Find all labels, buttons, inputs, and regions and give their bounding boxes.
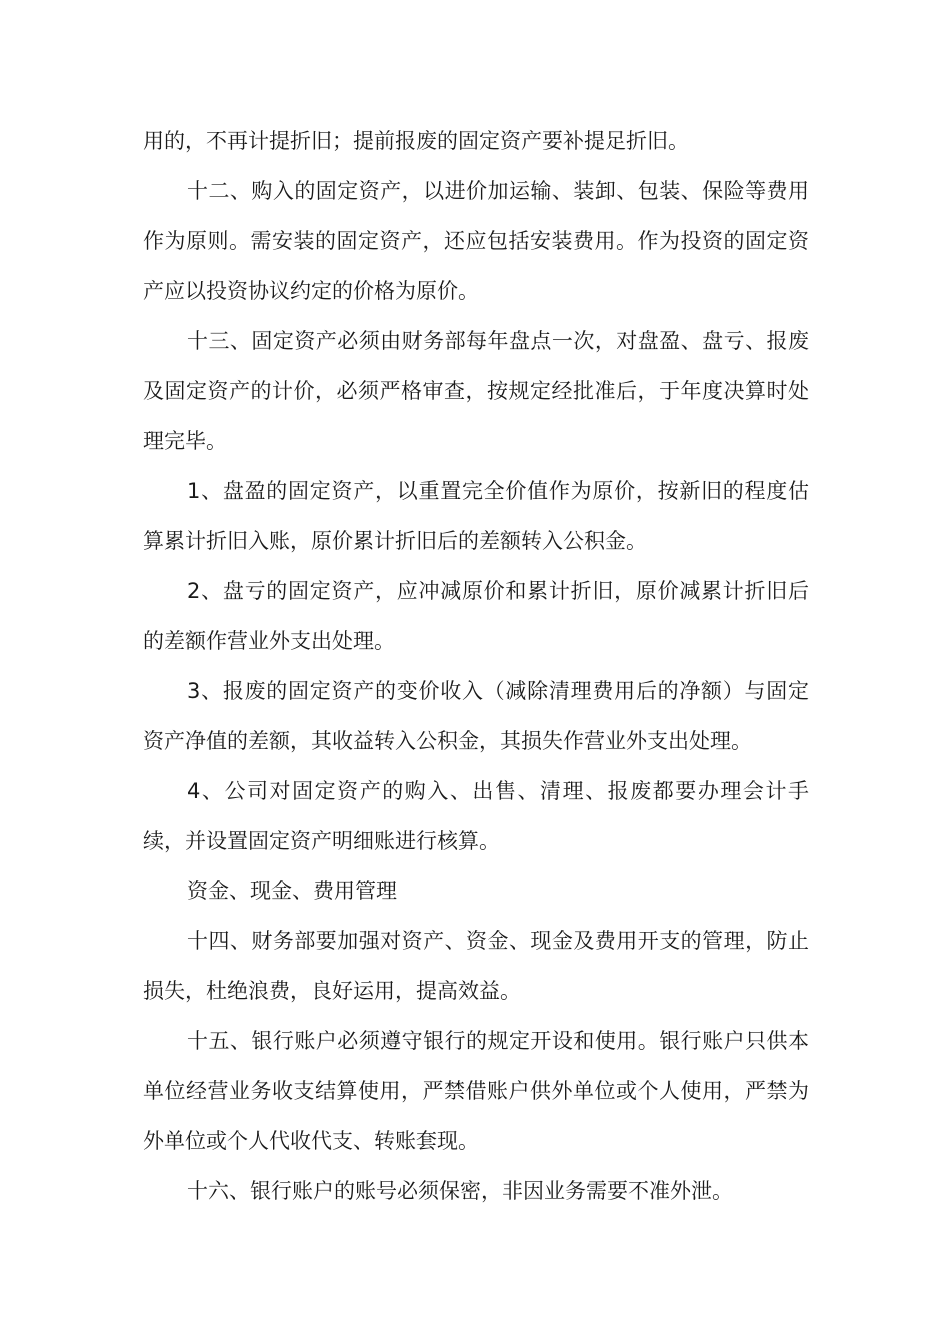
paragraph-item-3-scrap: 3、报废的固定资产的变价收入（减除清理费用后的净额）与固定资产净值的差额，其收益转入公积金，其损失作营业外支出处理。 bbox=[143, 679, 809, 753]
section-heading-funds-cash-expenses: 资金、现金、费用管理 bbox=[187, 879, 397, 903]
paragraph-item-2-shortage: 2、盘亏的固定资产，应冲减原价和累计折旧，原价减累计折旧后的差额作营业外支出处理。 bbox=[143, 579, 809, 653]
paragraph-item-1-surplus: 1、盘盈的固定资产，以重置完全价值作为原价，按新旧的程度估算累计折旧入账，原价累计折旧后的差额转入公积金。 bbox=[143, 479, 809, 553]
paragraph-item-4-procedures: 4、公司对固定资产的购入、出售、清理、报废都要办理会计手续，并设置固定资产明细账进行核算。 bbox=[143, 779, 809, 853]
paragraph-article-14: 十四、财务部要加强对资产、资金、现金及费用开支的管理，防止损失，杜绝浪费，良好运用，提高效益。 bbox=[143, 929, 809, 1003]
paragraph-article-15: 十五、银行账户必须遵守银行的规定开设和使用。银行账户只供本单位经营业务收支结算使用，严禁借账户供外单位或个人使用，严禁为外单位或个人代收代支、转账套现。 bbox=[143, 1029, 809, 1153]
paragraph-article-16: 十六、银行账户的账号必须保密，非因业务需要不准外泄。 bbox=[187, 1179, 733, 1203]
paragraph-depreciation-continued: 用的，不再计提折旧；提前报废的固定资产要补提足折旧。 bbox=[143, 129, 689, 153]
paragraph-article-12: 十二、购入的固定资产，以进价加运输、装卸、包装、保险等费用作为原则。需安装的固定资产，还应包括安装费用。作为投资的固定资产应以投资协议约定的价格为原价。 bbox=[143, 179, 809, 303]
document-body bbox=[143, 116, 809, 1216]
paragraph-article-13: 十三、固定资产必须由财务部每年盘点一次，对盘盈、盘亏、报废及固定资产的计价，必须严格审查，按规定经批准后，于年度决算时处理完毕。 bbox=[143, 329, 809, 453]
